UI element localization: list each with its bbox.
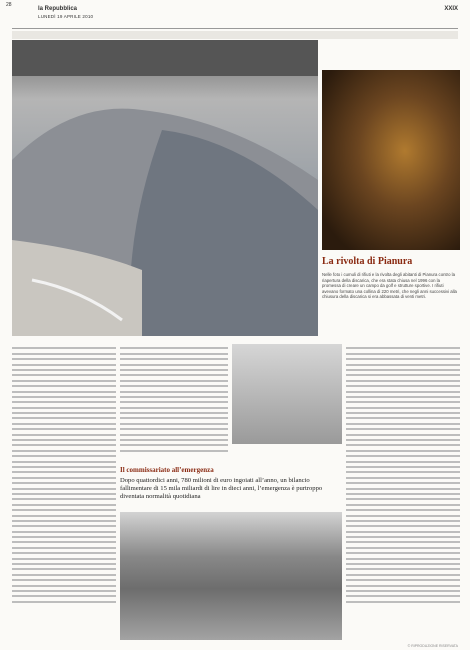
caption-title: La rivolta di Pianura: [322, 256, 413, 267]
article-column-4: [346, 344, 460, 606]
caption-text: Nelle foto i cumuli di rifiuti e la rivolta degli abitanti di Pianura contro la riapertura della discarica, che era stata chiusa nel 1996 con la promessa di creare un campo da golf e strutture sportive. I rifiuti avevano formato una collina di 220 metri, che negli anni successivi alla chiusura della discarica si era abbassata di venti metri.: [322, 272, 457, 299]
pullquote-title: Il commissariato all’emergenza: [120, 466, 214, 474]
page-number-left: 28: [6, 2, 12, 8]
pullquote: [120, 466, 342, 501]
issue-date: LUNEDÌ 19 APRILE 2010: [38, 14, 94, 19]
article-column-1: [12, 344, 116, 606]
page-number-right: XXIX: [444, 6, 458, 12]
copyright-credit: © RIPRODUZIONE RISERVATA: [407, 644, 458, 648]
garbage-pile-illustration: [12, 40, 318, 336]
page-header: [6, 2, 458, 30]
traffic-photo: [120, 512, 342, 640]
protest-night-photo: [322, 70, 460, 250]
header-rule: [12, 28, 458, 29]
header-banner: [12, 31, 458, 39]
article-column-2: [120, 344, 228, 455]
garbage-dump-photo: [12, 40, 318, 336]
pullquote-text: Dopo quattordici anni, 780 milioni di euro ingoiati all’anno, un bilancio fallimentare di 15 mila miliardi di lire in dieci anni, l’emergenza è purtroppo diventata normalità quotidiana: [120, 477, 323, 500]
inset-photo: [232, 344, 342, 444]
masthead: la Repubblica: [38, 6, 78, 12]
